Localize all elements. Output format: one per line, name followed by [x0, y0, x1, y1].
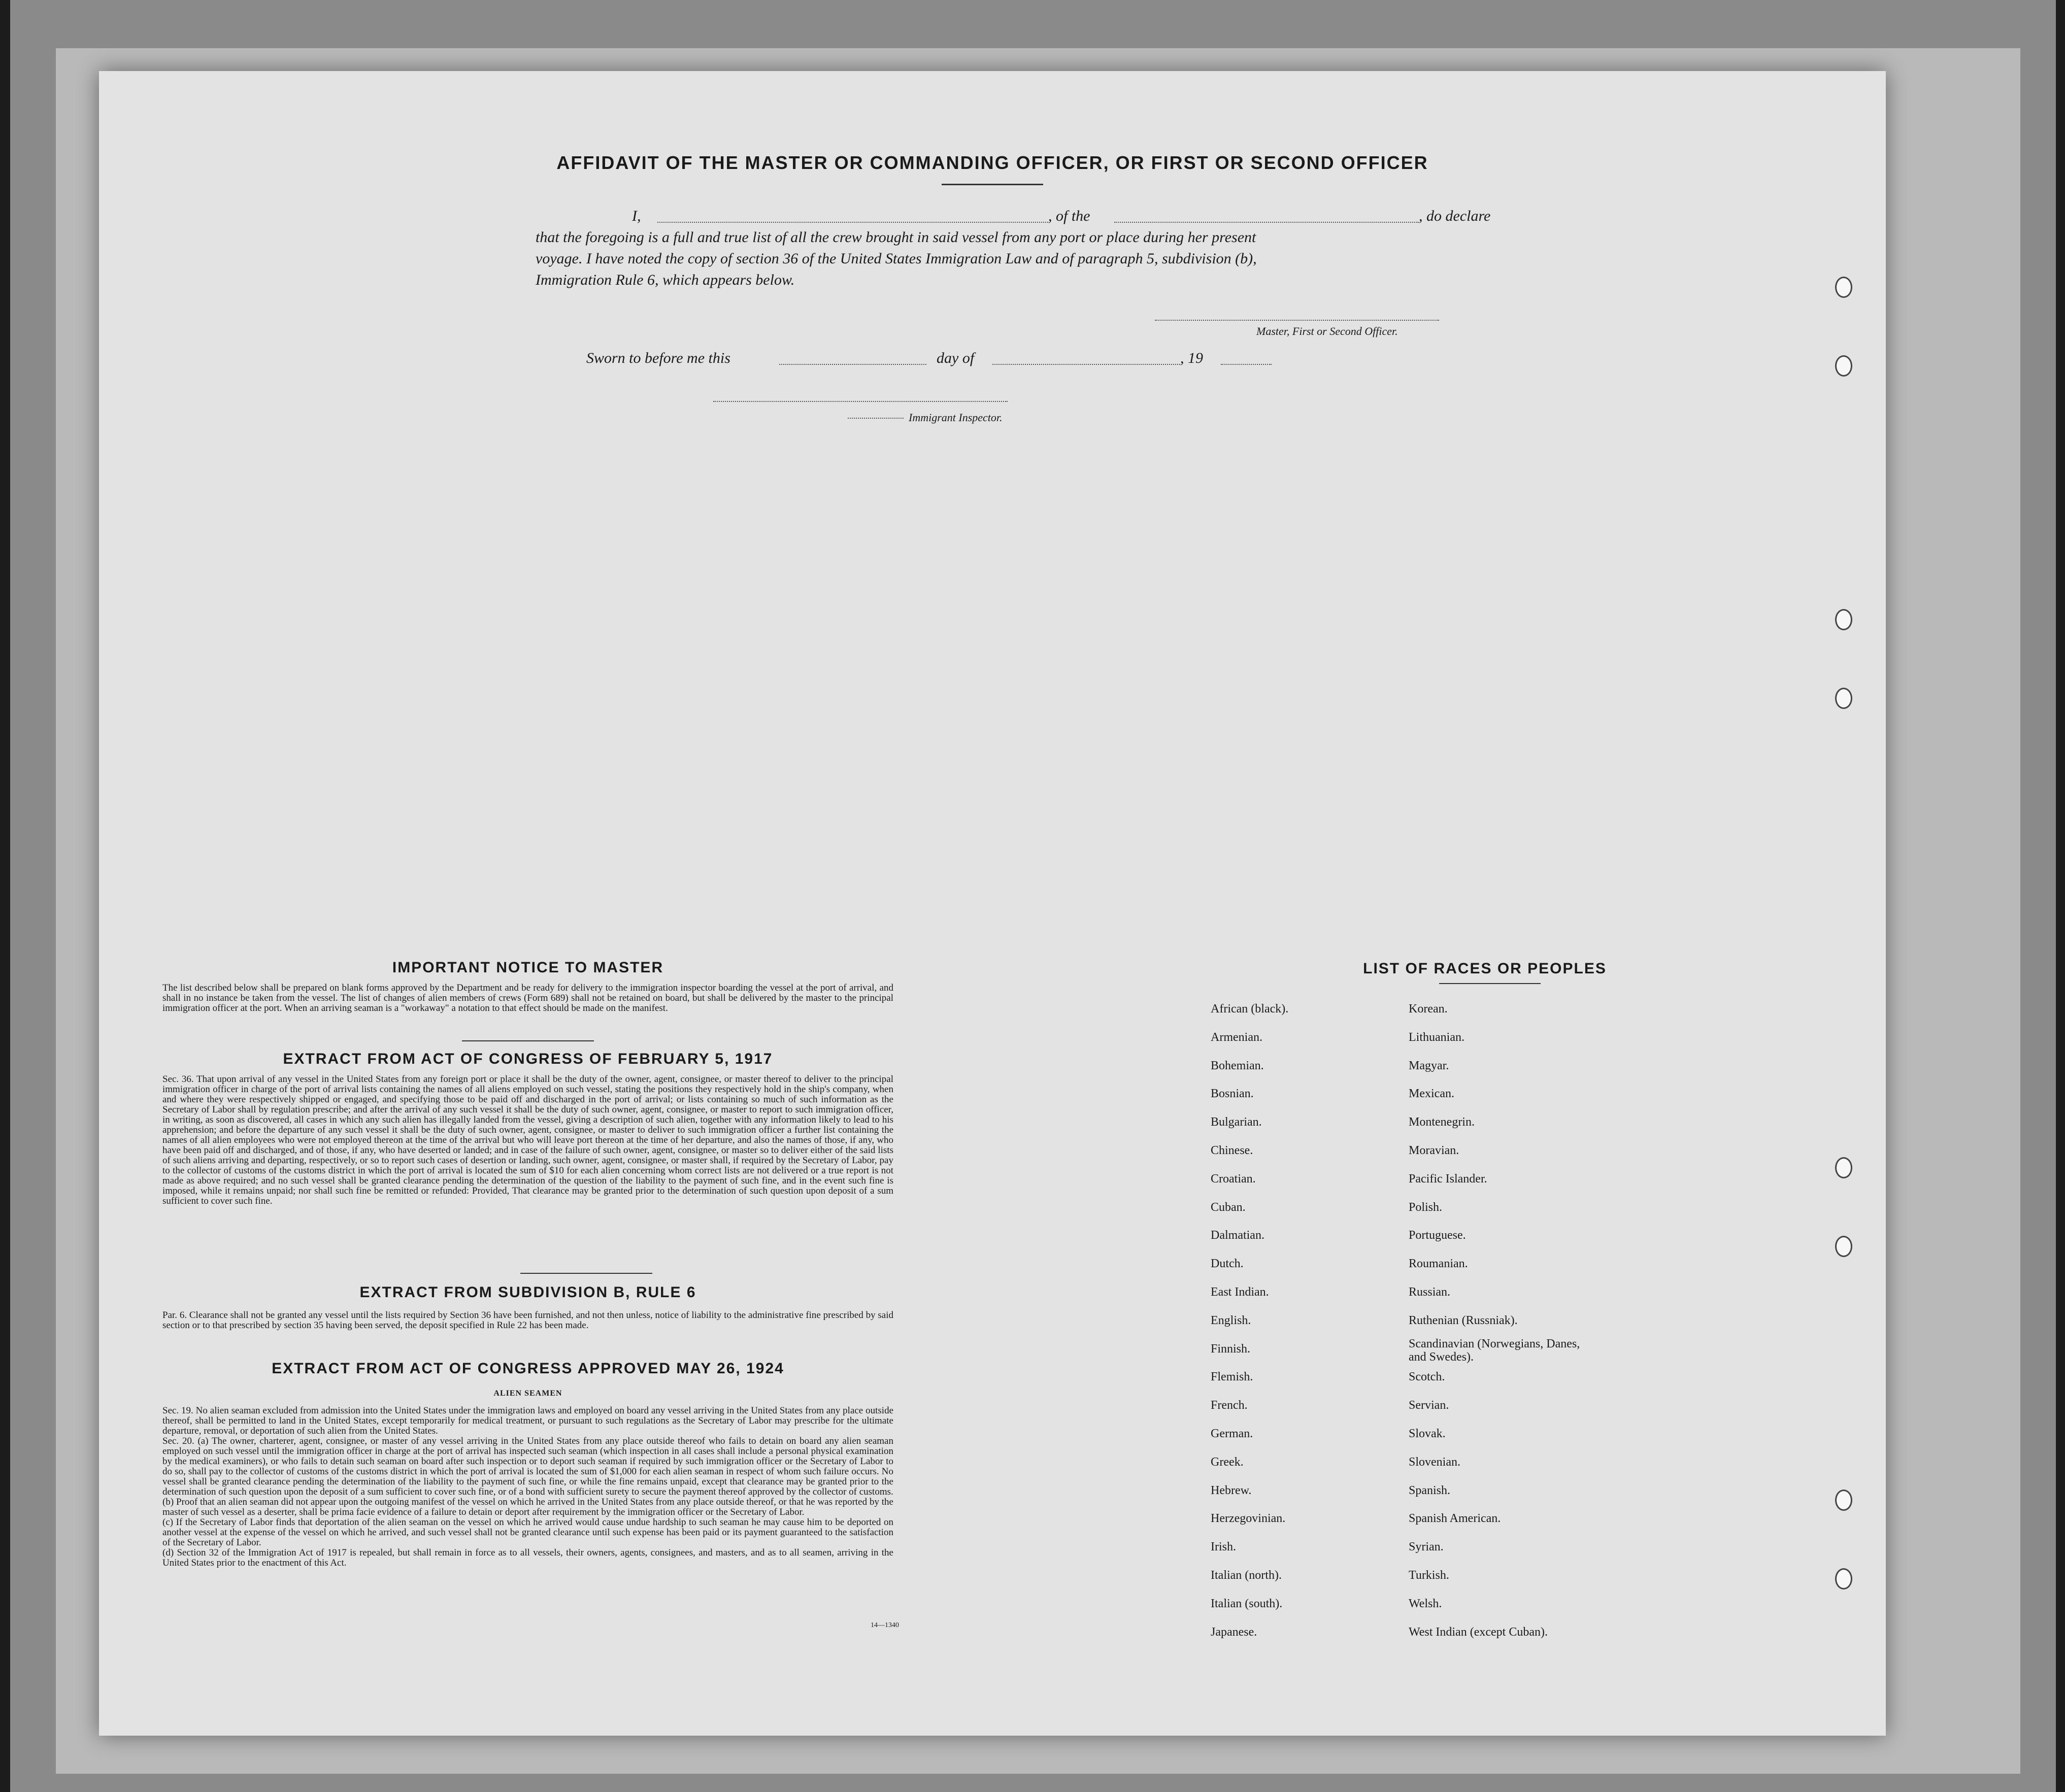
- race-item: Mexican.: [1409, 1087, 1454, 1101]
- binder-hole: [1835, 1490, 1852, 1511]
- form-number: 14—1340: [871, 1621, 899, 1629]
- binder-hole: [1835, 1236, 1852, 1257]
- race-item: Portuguese.: [1409, 1229, 1466, 1242]
- race-item: Korean.: [1409, 1002, 1448, 1016]
- race-item: Finnish.: [1211, 1342, 1251, 1356]
- binder-hole: [1835, 688, 1852, 709]
- sworn-year: , 19: [1180, 350, 1203, 366]
- race-item: Bosnian.: [1211, 1087, 1254, 1101]
- race-item: Lithuanian.: [1409, 1030, 1464, 1044]
- race-item: African (black).: [1211, 1002, 1289, 1016]
- extract-1924-body: [162, 1406, 893, 1568]
- race-item: Irish.: [1211, 1540, 1236, 1554]
- sworn-text: Sworn to before me this: [586, 350, 730, 366]
- race-item: Hebrew.: [1211, 1483, 1252, 1497]
- binder-hole: [1835, 1157, 1852, 1178]
- sec-20c-text: (c) If the Secretary of Labor finds that deportation of the alien seaman on the vessel on which he arrived would cause undue hardship to such seaman he may cause him to be deported on another vessel at the expense of the vessel on which he arrived, and such vessel shall not be granted clearance until such expense has been paid or its payment guaranteed to the satisfaction of the Secretary of Labor.: [162, 1517, 893, 1548]
- race-item: Armenian.: [1211, 1030, 1262, 1044]
- sec-19-text: Sec. 19. No alien seaman excluded from admission into the United States under the immigration laws and employed on board any vessel arriving in the United States from any place outside thereof, shall be permitted to land in the United States, except temporarily for medical treatment, or pursuant to such regulations as the Secretary of Labor may prescribe for the ultimate departure, removal, or deportation of such alien from the United States.: [162, 1405, 893, 1436]
- declare-of-the: , of the: [1048, 208, 1090, 224]
- extract-1924-title: EXTRACT FROM ACT OF CONGRESS APPROVED MAY 26, 1924: [272, 1360, 784, 1377]
- race-item: German.: [1211, 1427, 1253, 1440]
- race-item: East Indian.: [1211, 1286, 1269, 1299]
- race-item: Chinese.: [1211, 1144, 1253, 1157]
- notice-text: The list described below shall be prepared on blank forms approved by the Department and be ready for delivery to the immigration inspector boarding the vessel at the port of arrival, and shall in no instance be taken from the vessel. The list of changes of alien members of crews (Form 689) shall not be retained on board, but shall be delivered by the master to the principal immigration officer at the port. When an arriving seaman is a "workaway" a notation to that effect should be made on the manifest.: [162, 983, 893, 1013]
- divider-2: [520, 1273, 652, 1274]
- race-item: Syrian.: [1409, 1540, 1444, 1554]
- affidavit-declaration: [536, 206, 1591, 291]
- race-item: Montenegrin.: [1409, 1115, 1475, 1129]
- race-item: Italian (south).: [1211, 1597, 1283, 1610]
- race-item: Dalmatian.: [1211, 1229, 1264, 1242]
- inspector-signature-line: [713, 396, 1008, 402]
- master-signature-line: [1155, 315, 1439, 321]
- extract-rule6-text: Par. 6. Clearance shall not be granted any vessel until the lists required by Section 36 have been furnished, and not then unless, notice of liability to the administrative fine prescribed by said section or to that prescribed by section 35 having been served, the deposit specified in Rule 22 has been made.: [162, 1310, 893, 1331]
- sec-20a-text: Sec. 20. (a) The owner, charterer, agent, consignee, or master of any vessel arriving in the United States from any place outside thereof who fails to detain on board any alien seaman employed on such vessel until the immigration officer in charge at the port of arrival has inspected such seaman (which inspection in all cases shall include a personal physical examination by the medical examiners), or who fails to detain such seaman on board after such inspection or to deport such seaman if required by such immigration officer or the Secretary of Labor to do so, shall pay to the collector of customs of the customs district in which the port of arrival is located the sum of $1,000 for each alien seaman in respect of whom such failure occurs. No vessel shall be granted clearance pending the determination of the liability to the payment of such fine, or while the fine remains unpaid, except that clearance may be granted prior to the determination of such question upon the deposit of a sum sufficient to cover such fine, or of a bond with sufficient surety to secure the payment thereof approved by the collector of customs.: [162, 1436, 893, 1497]
- race-item: Spanish.: [1409, 1483, 1451, 1497]
- race-item: Scandinavian (Norwegians, Danes, and Swedes).: [1409, 1337, 1580, 1364]
- binder-hole: [1835, 609, 1852, 630]
- sworn-line: [586, 348, 1297, 369]
- race-item: Greek.: [1211, 1455, 1244, 1469]
- name-blank: [657, 209, 1048, 223]
- race-item: Russian.: [1409, 1286, 1451, 1299]
- extract-rule6-title: EXTRACT FROM SUBDIVISION B, RULE 6: [359, 1284, 696, 1301]
- declare-line-2: that the foregoing is a full and true list of all the crew brought in said vessel from any port or place during her present: [536, 229, 1256, 246]
- declare-line-4: Immigration Rule 6, which appears below.: [536, 272, 795, 288]
- sec-20b-text: (b) Proof that an alien seaman did not appear upon the outgoing manifest of the vessel on which he arrived in the United States from any place outside thereof, or that he was reported by the master of such vessel as a deserter, shall be prima facie evidence of a failure to detain or deport after requirement by the immigration officer or the Secretary of Labor.: [162, 1497, 893, 1517]
- race-item: Italian (north).: [1211, 1569, 1282, 1582]
- race-item: Servian.: [1409, 1399, 1449, 1412]
- race-item: English.: [1211, 1313, 1251, 1327]
- race-item: Moravian.: [1409, 1144, 1459, 1157]
- notice-title: IMPORTANT NOTICE TO MASTER: [392, 959, 664, 976]
- sworn-year-blank: [1221, 351, 1272, 365]
- binder-hole: [1835, 1568, 1852, 1590]
- title-rule: [942, 184, 1043, 185]
- race-item: Flemish.: [1211, 1370, 1253, 1384]
- race-item: Roumanian.: [1409, 1257, 1468, 1271]
- races-title: LIST OF RACES OR PEOPLES: [1363, 960, 1607, 977]
- affidavit-title: AFFIDAVIT OF THE MASTER OR COMMANDING OFFICER, OR FIRST OR SECOND OFFICER: [556, 152, 1428, 173]
- declare-line-3: voyage. I have noted the copy of section 36 of the United States Immigration Law and of paragraph 5, subdivision (b),: [536, 250, 1257, 267]
- race-item: Dutch.: [1211, 1257, 1244, 1271]
- inspector-caption: Immigrant Inspector.: [909, 411, 1003, 424]
- race-item: Polish.: [1409, 1200, 1443, 1214]
- race-item: Pacific Islander.: [1409, 1172, 1487, 1186]
- extract-1917-title: EXTRACT FROM ACT OF CONGRESS OF FEBRUARY 5, 1917: [283, 1051, 773, 1067]
- declare-do-declare: , do declare: [1419, 208, 1491, 224]
- race-item: Japanese.: [1211, 1625, 1257, 1639]
- race-item: Welsh.: [1409, 1597, 1442, 1610]
- vessel-blank: [1114, 209, 1419, 223]
- race-item: Herzegovinian.: [1211, 1512, 1286, 1526]
- sworn-day-of: day of: [937, 350, 975, 366]
- race-item: Ruthenian (Russniak).: [1409, 1313, 1518, 1327]
- race-item: Slovak.: [1409, 1427, 1446, 1440]
- extract-1924-subtitle: ALIEN SEAMEN: [493, 1389, 562, 1398]
- divider-1: [462, 1040, 594, 1041]
- race-item: Turkish.: [1409, 1569, 1449, 1582]
- binder-hole: [1835, 277, 1852, 298]
- master-signature-caption: Master, First or Second Officer.: [1256, 325, 1398, 337]
- race-item: Bohemian.: [1211, 1059, 1264, 1072]
- race-item: Scotch.: [1409, 1370, 1445, 1384]
- race-item: Slovenian.: [1409, 1455, 1460, 1469]
- document-page: [99, 71, 1886, 1736]
- races-title-rule: [1439, 983, 1541, 984]
- race-item: French.: [1211, 1399, 1248, 1412]
- race-item: Magyar.: [1409, 1059, 1449, 1072]
- sworn-day-blank: [779, 351, 926, 365]
- race-item: Spanish American.: [1409, 1512, 1501, 1526]
- binder-hole: [1835, 355, 1852, 377]
- extract-1917-text: Sec. 36. That upon arrival of any vessel in the United States from any foreign port or place it shall be the duty of the owner, agent, consignee, or master thereof to deliver to the principal immigration officer in charge of the port of arrival lists containing the names of all aliens employed on such vessel, stating the positions they respectively hold in the ship's company, when and where they were respectively shipped or engaged, and specifying those to be paid off and discharged in the port of arrival; or lists containing so much of such information as the Secretary of Labor shall by regulation prescribe; and after the arrival of any such vessel it shall be the duty of such owner, agent, consignee, or master to report to such immigration officer, in writing, as soon as discovered, all cases in which any such alien has illegally landed from the vessel, giving a description of such alien, together with any information likely to lead to his apprehension; and before the departure of any such vessel it shall be the duty of such owner, agent, consignee, or master to deliver to such immigration officer a further list containing the names of all alien employees who were not employed thereon at the time of the arrival but who will leave port thereon at the time of her departure, and also the names of those, if any, who have been paid off and discharged, and of those, if any, who have deserted or landed; and in case of the failure of such owner, agent, consignee, or master so to deliver either of the said lists of such aliens arriving and departing, respectively, or so to report such cases of desertion or landing, such owner, agent, consignee, or master shall, if required by the Secretary of Labor, pay to the collector of customs of the customs district in which the port of arrival is located the sum of $10 for each alien concerning whom correct lists are not delivered or a true report is not made as above required; and no such vessel shall be granted clearance pending the determination of the question of the liability to the payment of such fine, and in the event such fine is imposed, while it remains unpaid; nor shall such fine be remitted or refunded: Provided, That clearance may be granted prior to the determination of such question upon deposit of a sum sufficient to cover such fine.: [162, 1074, 893, 1206]
- sworn-month-blank: [992, 351, 1180, 365]
- sec-20d-text: (d) Section 32 of the Immigration Act of 1917 is repealed, but shall remain in force as to all vessels, their owners, agents, consignees, and masters, and as to all seamen, arriving in the United States prior to the enactment of this Act.: [162, 1547, 893, 1568]
- declare-i: I,: [632, 208, 641, 224]
- race-item: Bulgarian.: [1211, 1115, 1262, 1129]
- race-item: West Indian (except Cuban).: [1409, 1625, 1548, 1639]
- race-item: Croatian.: [1211, 1172, 1256, 1186]
- inspector-short-line: [848, 409, 904, 419]
- race-item: Cuban.: [1211, 1200, 1246, 1214]
